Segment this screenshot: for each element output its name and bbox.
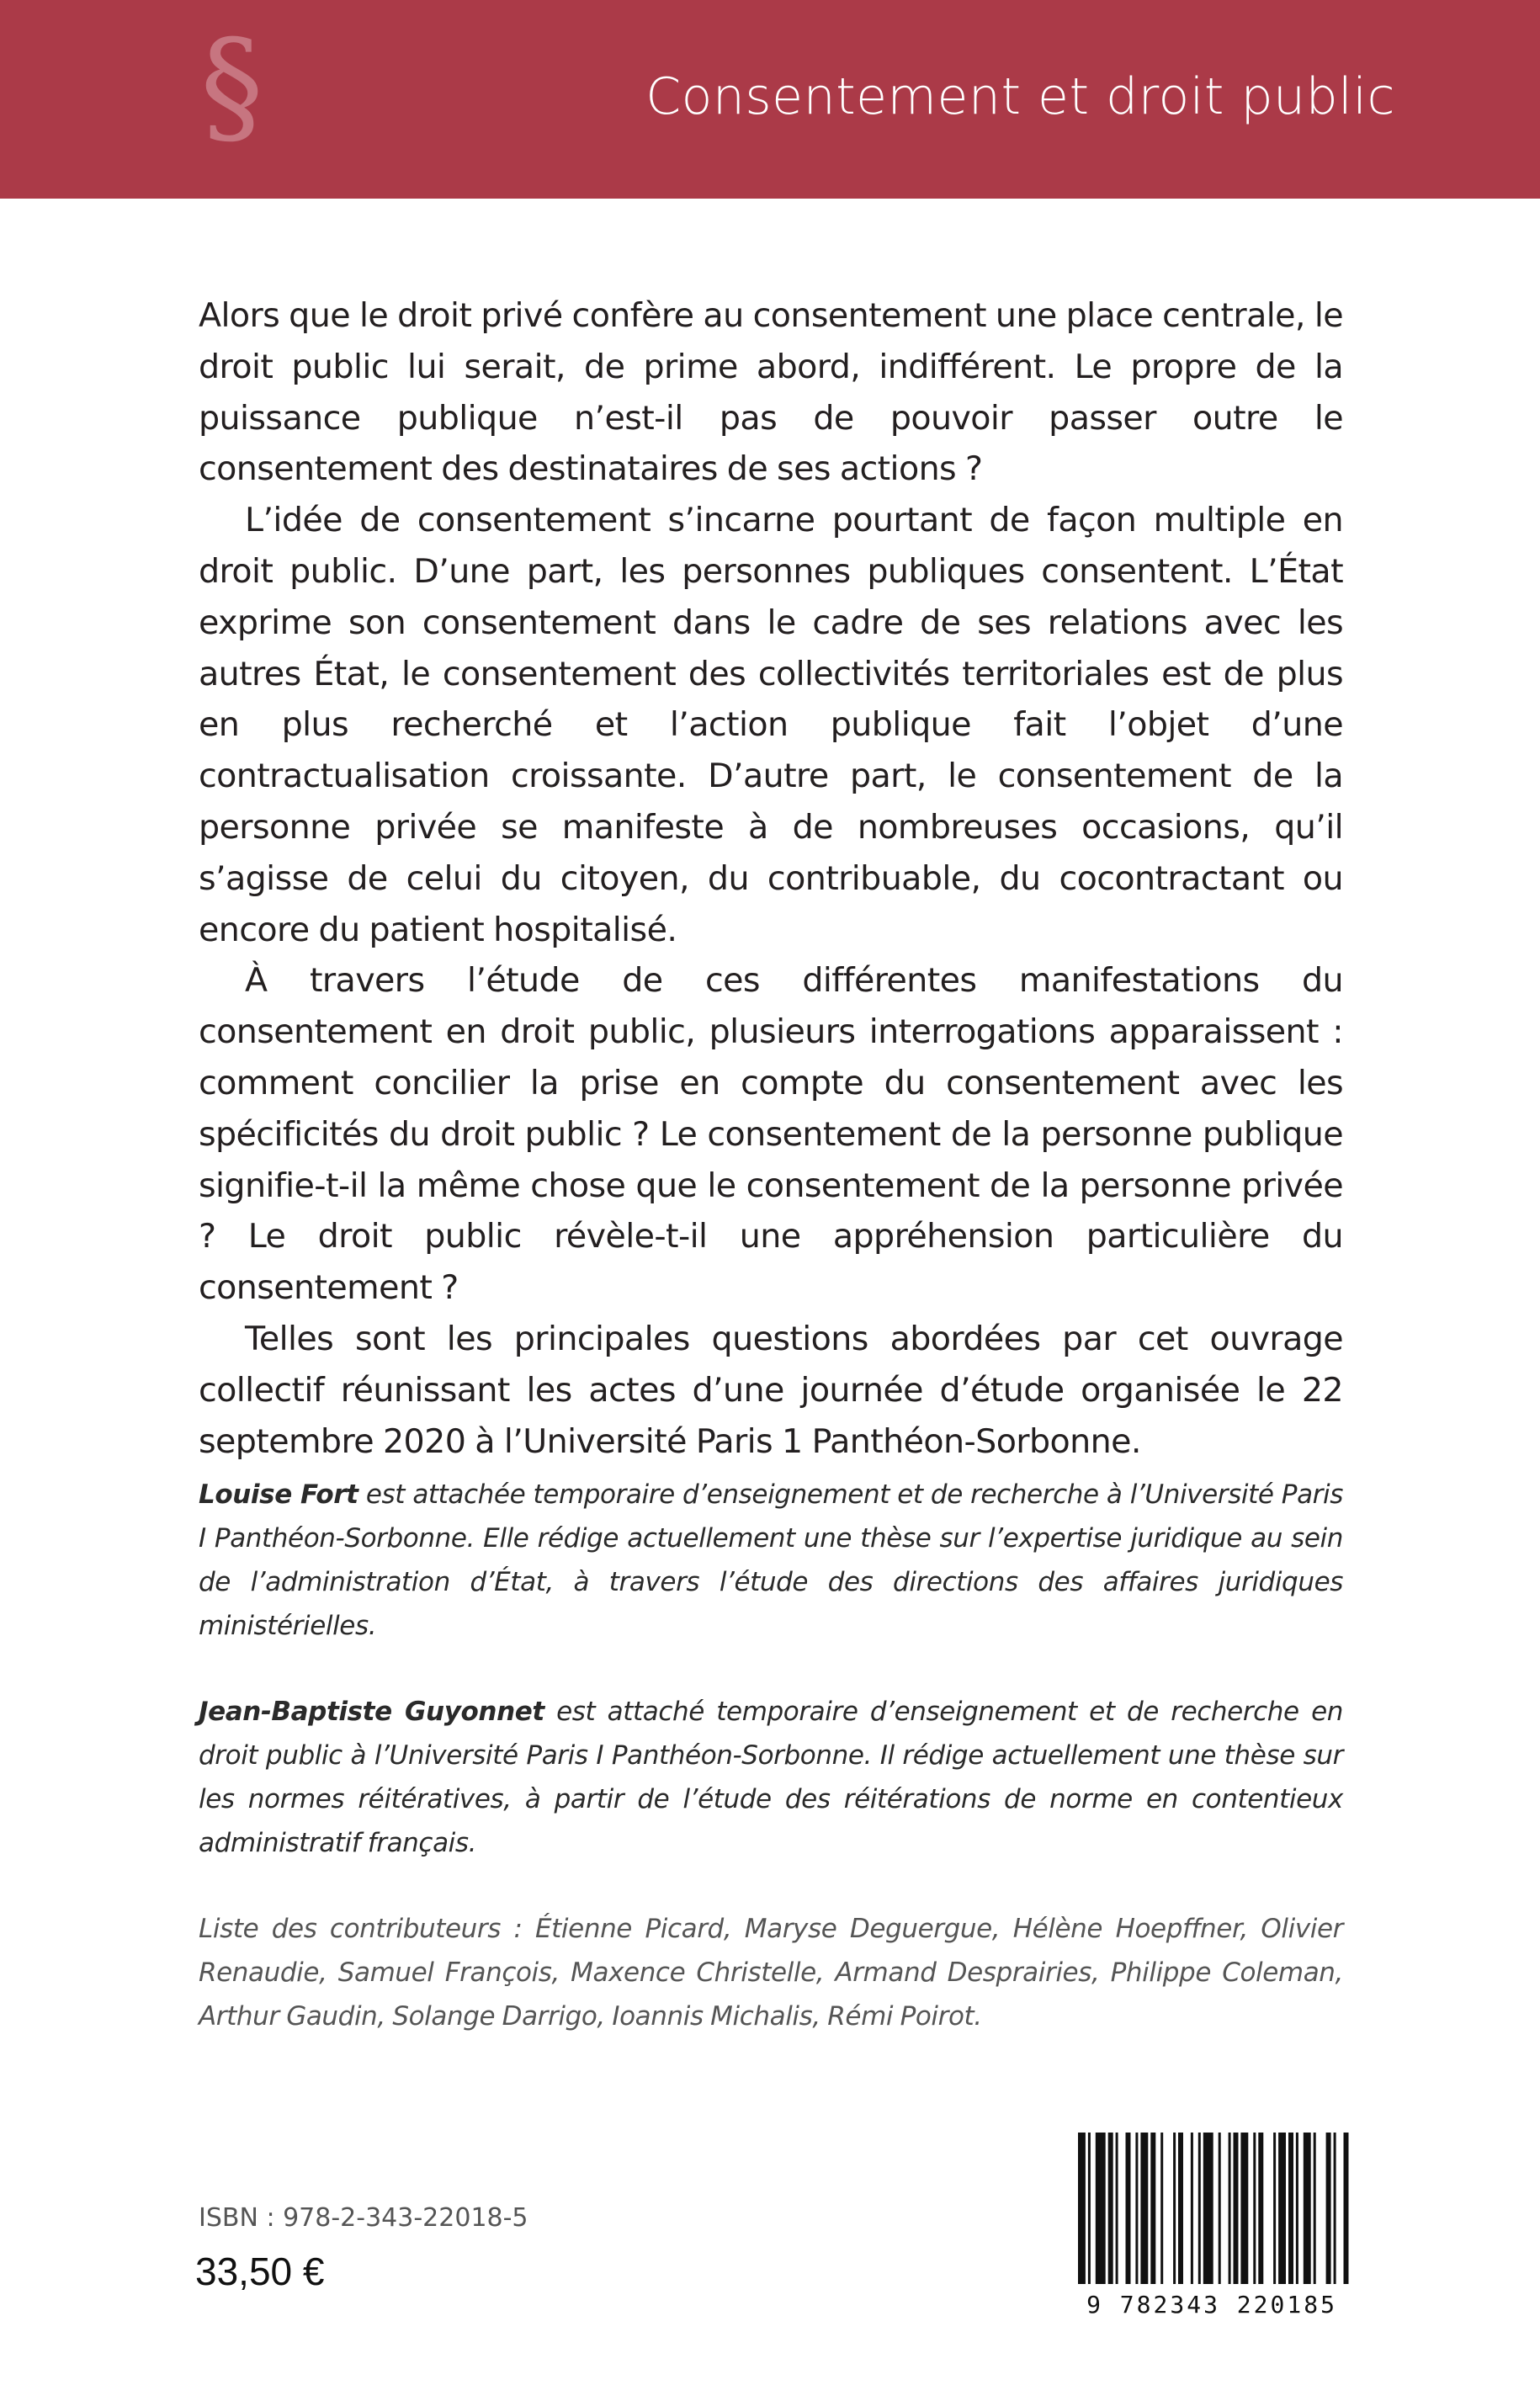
back-cover-summary <box>199 290 1343 1467</box>
author-bio <box>199 1690 1343 1865</box>
isbn: ISBN : 978-2-343-22018-5 <box>199 2203 528 2233</box>
contributors-list: Liste des contributeurs : Étienne Picard, Maryse Deguergue, Hélène Hoepffner, Olivier Renaudie, Samuel François, Maxence Christelle, Armand Desprairies, Philippe Coleman, Arthur Gaudin, Solange Darrigo, Ioannis Michalis, Rémi Poirot. <box>199 1914 1343 2032</box>
barcode <box>1073 2129 1351 2319</box>
summary-paragraph: L’idée de consentement s’incarne pourtant de façon multiple en droit public. D’une part, les personnes publiques consentent. L’État exprime son consentement dans le cadre de ses relations avec les autres État, le consentement des collectivités territoriales est de plus en plus recherché et l’action publique fait l’objet d’une contractualisation croissante. D’autre part, le consentement de la personne privée se manifeste à de nombreuses occasions, qu’il s’agisse de celui du citoyen, du contribuable, du cocontractant ou encore du patient hospitalisé. <box>199 501 1343 949</box>
barcode-digits: 9 782343 220185 <box>1086 2291 1337 2319</box>
author-name: Jean-Baptiste Guyonnet <box>199 1697 544 1727</box>
author-name: Louise Fort <box>199 1479 358 1510</box>
author-bio-text: est attaché temporaire d’enseignement et de recherche en droit public à l’Université Paris I Panthéon-Sorbonne. Il rédige actuellement une thèse sur les normes réitératives, à partir de l’étude des réitérations de norme en contentieux administratif français. <box>199 1697 1343 1858</box>
section-symbol-icon: § <box>200 13 263 160</box>
barcode-bars-icon <box>1073 2129 1351 2289</box>
author-bio-text: est attachée temporaire d’enseignement et de recherche à l’Université Paris I Panthéon-Sorbonne. Elle rédige actuellement une thèse sur l’expertise juridique au sein de l’administration d’État, à travers l’étude des directions des affaires juridiques ministérielles. <box>199 1479 1343 1641</box>
collection-title: Consentement et droit public <box>645 67 1395 126</box>
summary-paragraph: À travers l’étude de ces différentes manifestations du consentement en droit public, plusieurs interrogations apparaissent : comment concilier la prise en compte du consentement avec les spécificités du droit public ? Le consentement de la personne publique signifie-t-il la même chose que le consentement de la personne privée ? Le droit public révèle-t-il une appréhension particulière du consentement ? <box>199 961 1343 1308</box>
header-band <box>0 0 1540 199</box>
price: 33,50 € <box>195 2250 325 2293</box>
summary-paragraph: Alors que le droit privé confère au consentement une place centrale, le droit public lui serait, de prime abord, indifférent. Le propre de la puissance publique n’est-il pas de pouvoir passer outre le consentement des destinataires de ses actions ? <box>199 296 1343 489</box>
author-bios <box>199 1473 1343 2080</box>
summary-paragraph: Telles sont les principales questions abordées par cet ouvrage collectif réunissant les actes d’une journée d’étude organisée le 22 septembre 2020 à l’Université Paris 1 Panthéon-Sorbonne. <box>199 1319 1343 1461</box>
author-bio <box>199 1473 1343 1648</box>
